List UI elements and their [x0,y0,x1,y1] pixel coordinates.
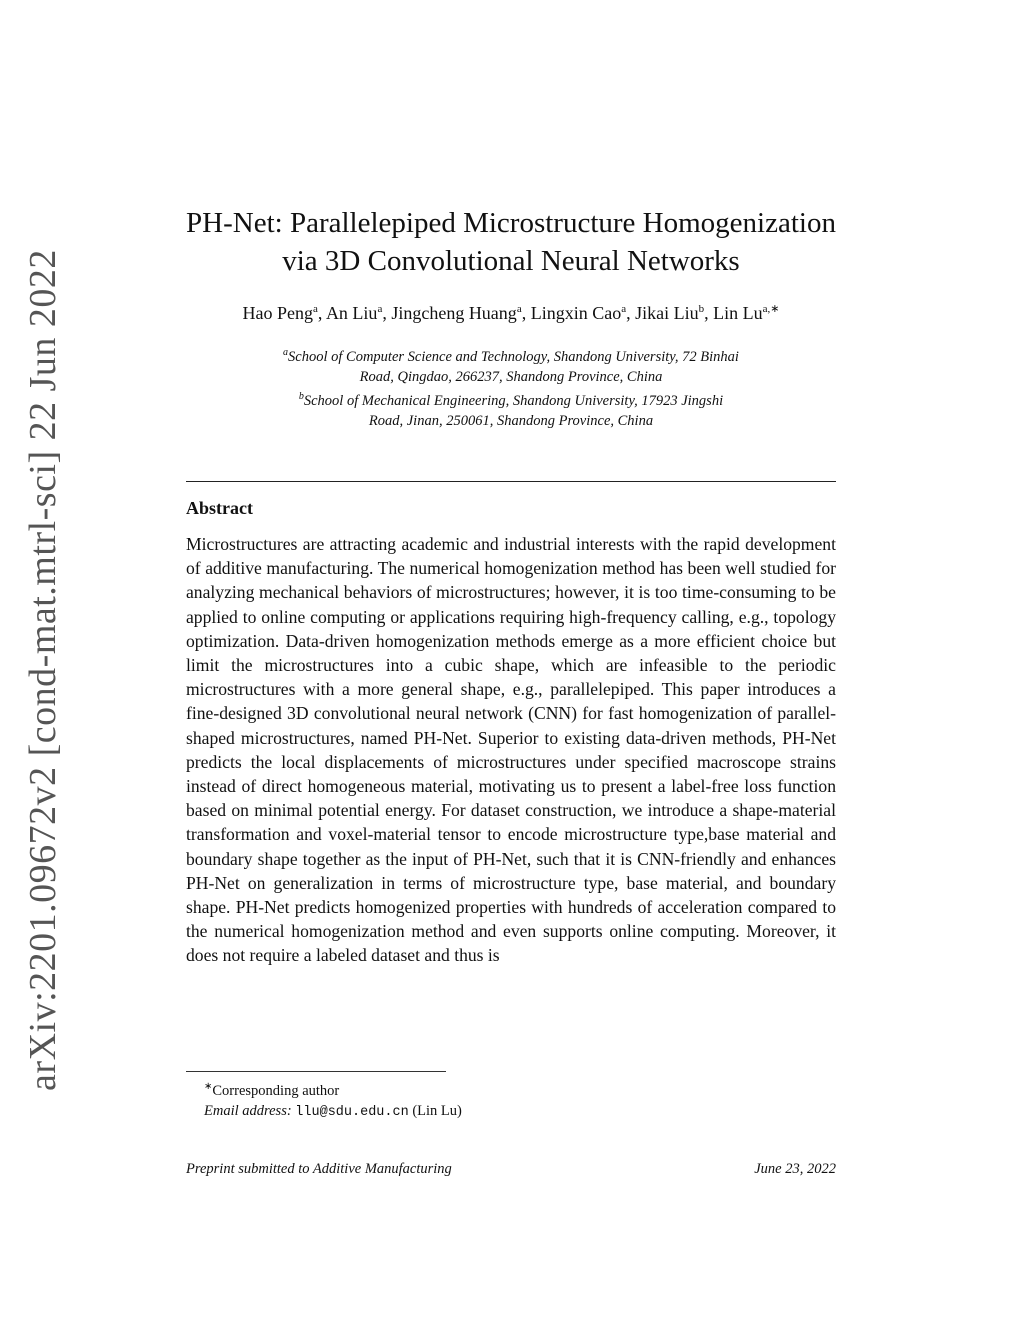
email-label: Email address: [204,1102,292,1119]
page-footer [186,1161,836,1178]
paper-title [186,204,836,280]
abstract-heading: Abstract [186,498,253,518]
abstract-body: Microstructures are attracting academic and industrial interests with the rapid development of additive manufacturing. The numerical homogenization method has been well studied for analyzing mechanical behaviors of microstructures; however, it is too time-consuming to be applied to online computing or applications requiring high-frequency calling, e.g., topology optimization. Data-driven homogenization methods emerge as a more efficient choice but limit the microstructures into a cubic shape, which are infeasible to the periodic microstructures with a more general shape, e.g., parallelepiped. This paper introduces a fine-designed 3D convolutional neural network (CNN) for fast homogenization of parallel-shaped microstructures, named PH-Net. Superior to existing data-driven methods, PH-Net predicts the local displacements of microstructures under specified macroscope strains instead of direct homogeneous material, motivating us to present a label-free loss function based on minimal potential energy. For dataset construction, we introduce a shape-material transformation and voxel-material tensor to encode microstructure type,base material and boundary shape together as the input of PH-Net, such that it is CNN-friendly and enhances PH-Net on generalization in terms of microstructure type, base material, and boundary shape. PH-Net predicts homogenized properties with hundreds of acceleration compared to the numerical homogenization method and even supports online computing. Moreover, it does not require a labeled dataset and thus is [186,534,836,966]
affiliation-list [186,343,836,431]
footnote-marker: ∗ [204,1081,213,1092]
affiliation-marker: a [283,347,289,358]
author-affil-marker: a [313,303,318,315]
abstract-top-rule [186,481,836,482]
affiliation-line: School of Mechanical Engineering, Shandong University, 17923 Jingshi [303,392,724,409]
affiliation-marker: b [298,390,304,402]
footnote-rule [186,1071,446,1072]
affiliation-line: Road, Jinan, 250061, Shandong Province, China [368,412,654,429]
author-affil-marker: a [621,303,627,315]
author-name: An Liu [325,303,378,323]
corresponding-author-note: Corresponding author [212,1082,340,1099]
author-list: Hao Peng$^a$, An Liu$^a$, Jingcheng Huang$^a$, Lingxin Cao$^a$, Jikai Liu$^b$, Lin $Lu^{a,∗}$ [242,303,780,323]
author-name: Lin Lu [713,303,763,323]
affiliation-a [186,343,836,387]
email-address[interactable]: llu@sdu.edu.cn [295,1104,409,1120]
title-line-1: PH-Net: Parallelepiped Microstructure Homogenization [186,207,836,239]
affiliation-line: Road, Qingdao, 266237, Shandong Province, China [359,368,663,385]
affiliation-line: School of Computer Science and Technology, Shandong University, 72 Binhai [288,348,739,365]
author-name: Lingxin Cao [530,303,622,323]
author-affil-marker: a [377,303,383,315]
author-name: Jingcheng Huang [391,303,517,323]
author-affil-marker: b [698,303,705,315]
title-line-2: via 3D Convolutional Neural Networks [282,245,740,277]
arxiv-identifier-text: arXiv:2201.09672v2 [cond-mat.mtrl-sci] 22 Jun 2022 [22,249,64,1091]
affiliation-b [186,387,836,431]
footer-date: June 23, 2022 [754,1161,836,1177]
author-name: Hao Peng [242,303,314,323]
author-affil-marker: a,∗ [762,303,780,315]
footer-submission-note: Preprint submitted to Additive Manufacturing [186,1161,452,1177]
arxiv-identifier-stamp [18,249,68,1091]
email-owner: (Lin Lu) [412,1102,462,1119]
author-affil-marker: a [516,303,522,315]
author-name: Jikai Liu [635,303,699,323]
footnote [204,1077,804,1123]
